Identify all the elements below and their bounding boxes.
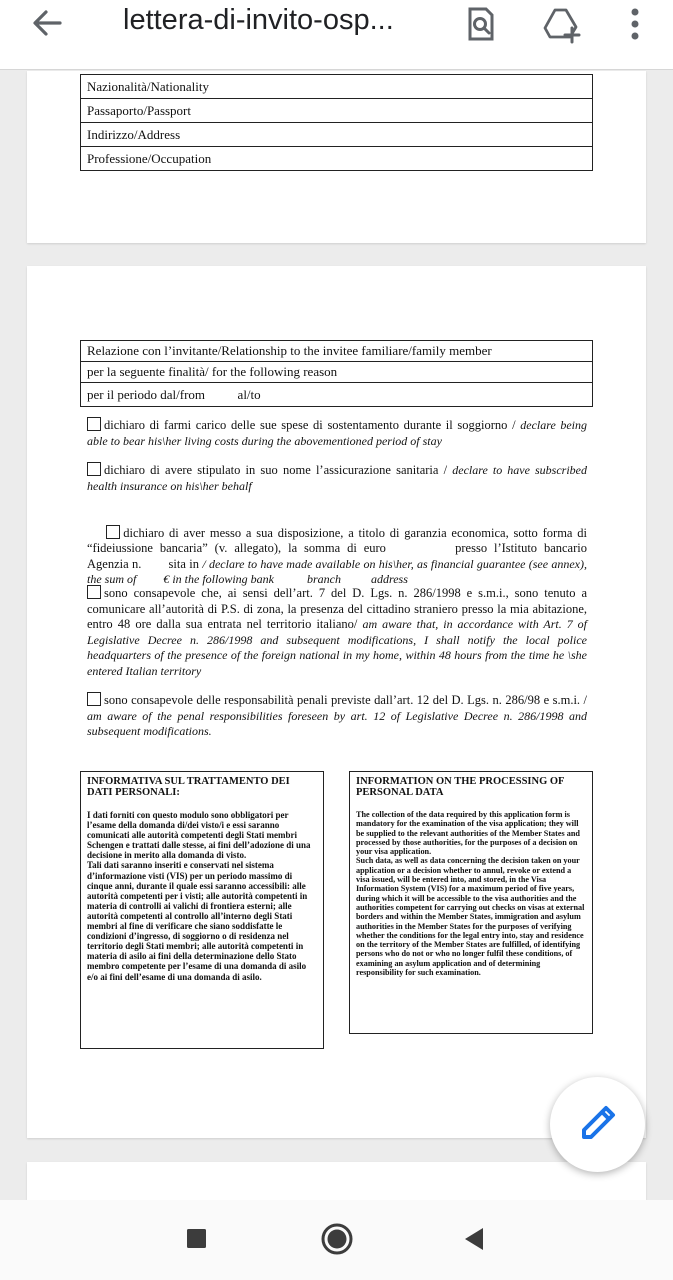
edit-pencil-icon	[550, 1077, 645, 1172]
declaration-living-costs	[87, 417, 587, 449]
declaration-text-it: sono consapevole che, ai sensi dell’art. 7 del D. Lgs. n. 286/1998 e s.m.i., sono tenuto a comunicare all’autorità di P.S. di zona, la presenza del cittadino straniero presso la mia abitazione, entro 48 ore dalla sua entrata nel territorio italiano/	[87, 586, 587, 631]
table-row	[81, 383, 593, 407]
back-arrow-icon[interactable]	[28, 6, 68, 42]
table-cell: Nazionalità/Nationality	[81, 75, 593, 99]
edit-fab-button[interactable]	[550, 1077, 645, 1172]
add-to-drive-icon[interactable]	[542, 4, 582, 44]
document-title: lettera-di-invito-osp...	[123, 4, 394, 36]
checkbox[interactable]	[87, 692, 101, 706]
checkbox[interactable]	[87, 417, 101, 431]
relationship-table	[80, 340, 593, 407]
table-cell: per il periodo dal/from al/to	[81, 383, 593, 407]
table-cell: Passaporto/Passport	[81, 99, 593, 123]
table-row	[81, 362, 593, 383]
table-cell: Relazione con l’invitante/Relationship to the invitee familiare/family member	[81, 341, 593, 362]
declaration-police-notification	[87, 585, 587, 679]
personal-data-table	[80, 74, 593, 171]
declaration-text-en: / declare to have made available on his\her, as financial guarantee (see annex), the sum of € in the following bank branch address	[87, 556, 590, 586]
declaration-text-en: am aware that, in accordance with Art. 7 of Legislative Decree n. 286/1998 and subsequent modifications, I shall notify the local police headquarters of the presence of the foreign national in my home, within 48 hours from the time he \she entered Italian territory	[87, 617, 588, 678]
declaration-text-it: dichiaro di avere stipulato in suo nome l’assicurazione sanitaria /	[104, 463, 448, 477]
table-cell: per la seguente finalità/ for the following reason	[81, 362, 593, 383]
privacy-body: The collection of the data required by this application form is mandatory for the examination of the visa application; they will be supplied to the relevant authorities of the Member States and processed by those authorities, for the purposes of a decision on your visa application. Such data, as well as data concerning the decision taken on your application or a decision whether to annul, revoke or extend a visa issued, will be entered into, and stored, in the Visa Information System (VIS) for a maximum period of five years, during which it will be accessible to the visa authorities and the authorities competent for carrying out checks on visas at external borders and within the Member States, immigration and asylum authorities in the Member States for the purposes of verifying whether the conditions for the legal entry into, stay and residence on the territory of the Member States are fulfilled, of identifying persons who do not or who no longer fulfil these conditions, of examining an asylum application and of determining responsibility for such examination.	[356, 810, 585, 978]
pdf-page	[27, 266, 646, 1138]
declaration-text-en: declare to have subscribed health insurance on his\her behalf	[87, 463, 587, 493]
declaration-text-en: declare being able to bear his\her living costs during the abovementioned period of stay	[87, 418, 587, 448]
privacy-heading: INFORMATION ON THE PROCESSING OF PERSONAL DATA	[356, 776, 565, 798]
declaration-penal-responsibility	[87, 692, 587, 740]
table-cell: Indirizzo/Address	[81, 123, 593, 147]
home-circle-icon[interactable]	[320, 1222, 354, 1256]
checkbox[interactable]	[87, 585, 101, 599]
table-row	[81, 99, 593, 123]
back-triangle-icon[interactable]	[463, 1227, 485, 1251]
table-row	[81, 75, 593, 99]
privacy-heading: INFORMATIVA SUL TRATTAMENTO DEI DATI PERSONALI:	[87, 776, 290, 798]
pdf-page	[27, 71, 646, 243]
table-cell: Professione/Occupation	[81, 147, 593, 171]
recents-square-icon[interactable]	[186, 1228, 208, 1250]
privacy-notice-en	[349, 771, 593, 1034]
table-row	[81, 123, 593, 147]
table-row	[81, 147, 593, 171]
privacy-body: I dati forniti con questo modulo sono obbligatori per l’esame della domanda di/dei visto/i e essi saranno comunicati alle autorità competenti degli Stati membri Schengen e trattati dalle stesse, ai fini dell’adozione di una decisione in merito alla domanda di visto. Tali dati saranno inseriti e conservati nel sistema d’informazione visti (VIS) per un periodo massimo di cinque anni, durante il quale essi saranno accessibili: alle autorità competenti per i visti; alle autorità competenti in materia di controlli ai valichi di frontiera esterni; alle autorità competenti al controllo all’interno degli Stati membri al fine di verificare che siano soddisfatte le condizioni d’ingresso, di soggiorno o di residenza nel territorio degli Stati membri; alle autorità competenti in materia di asilo ai fini della determinazione dello Stato membro competente per l’esame di una domanda di asilo e/o ai fini dell’esame di una domanda di asilo.	[87, 810, 311, 982]
declaration-text-it: dichiaro di aver messo a sua disposizione, a titolo di garanzia economica, sotto forma di “fideiussione bancaria” (v. allegato), la somma di euro presso l’Istituto bancario Agenzia n. sita in	[87, 525, 619, 571]
checkbox[interactable]	[106, 525, 120, 539]
declaration-text-it: sono consapevole delle responsabilità penali previste dall’art. 12 del D. Lgs. n. 286/98 e s.m.i. /	[104, 693, 587, 707]
more-vert-icon[interactable]	[615, 4, 655, 44]
app-bar	[0, 0, 673, 70]
search-document-icon[interactable]	[461, 4, 501, 44]
declaration-text-en: am aware of the penal responsibilities foreseen by art. 12 of Legislative Decree n. 286/1998 and subsequent modifications.	[87, 708, 587, 738]
declaration-health-insurance	[87, 462, 587, 494]
privacy-notice-it	[80, 771, 324, 1049]
declaration-text-it: dichiaro di farmi carico delle sue spese di sostentamento durante il soggiorno /	[104, 418, 516, 432]
table-row	[81, 341, 593, 362]
system-nav-bar	[0, 1200, 673, 1280]
checkbox[interactable]	[87, 462, 101, 476]
